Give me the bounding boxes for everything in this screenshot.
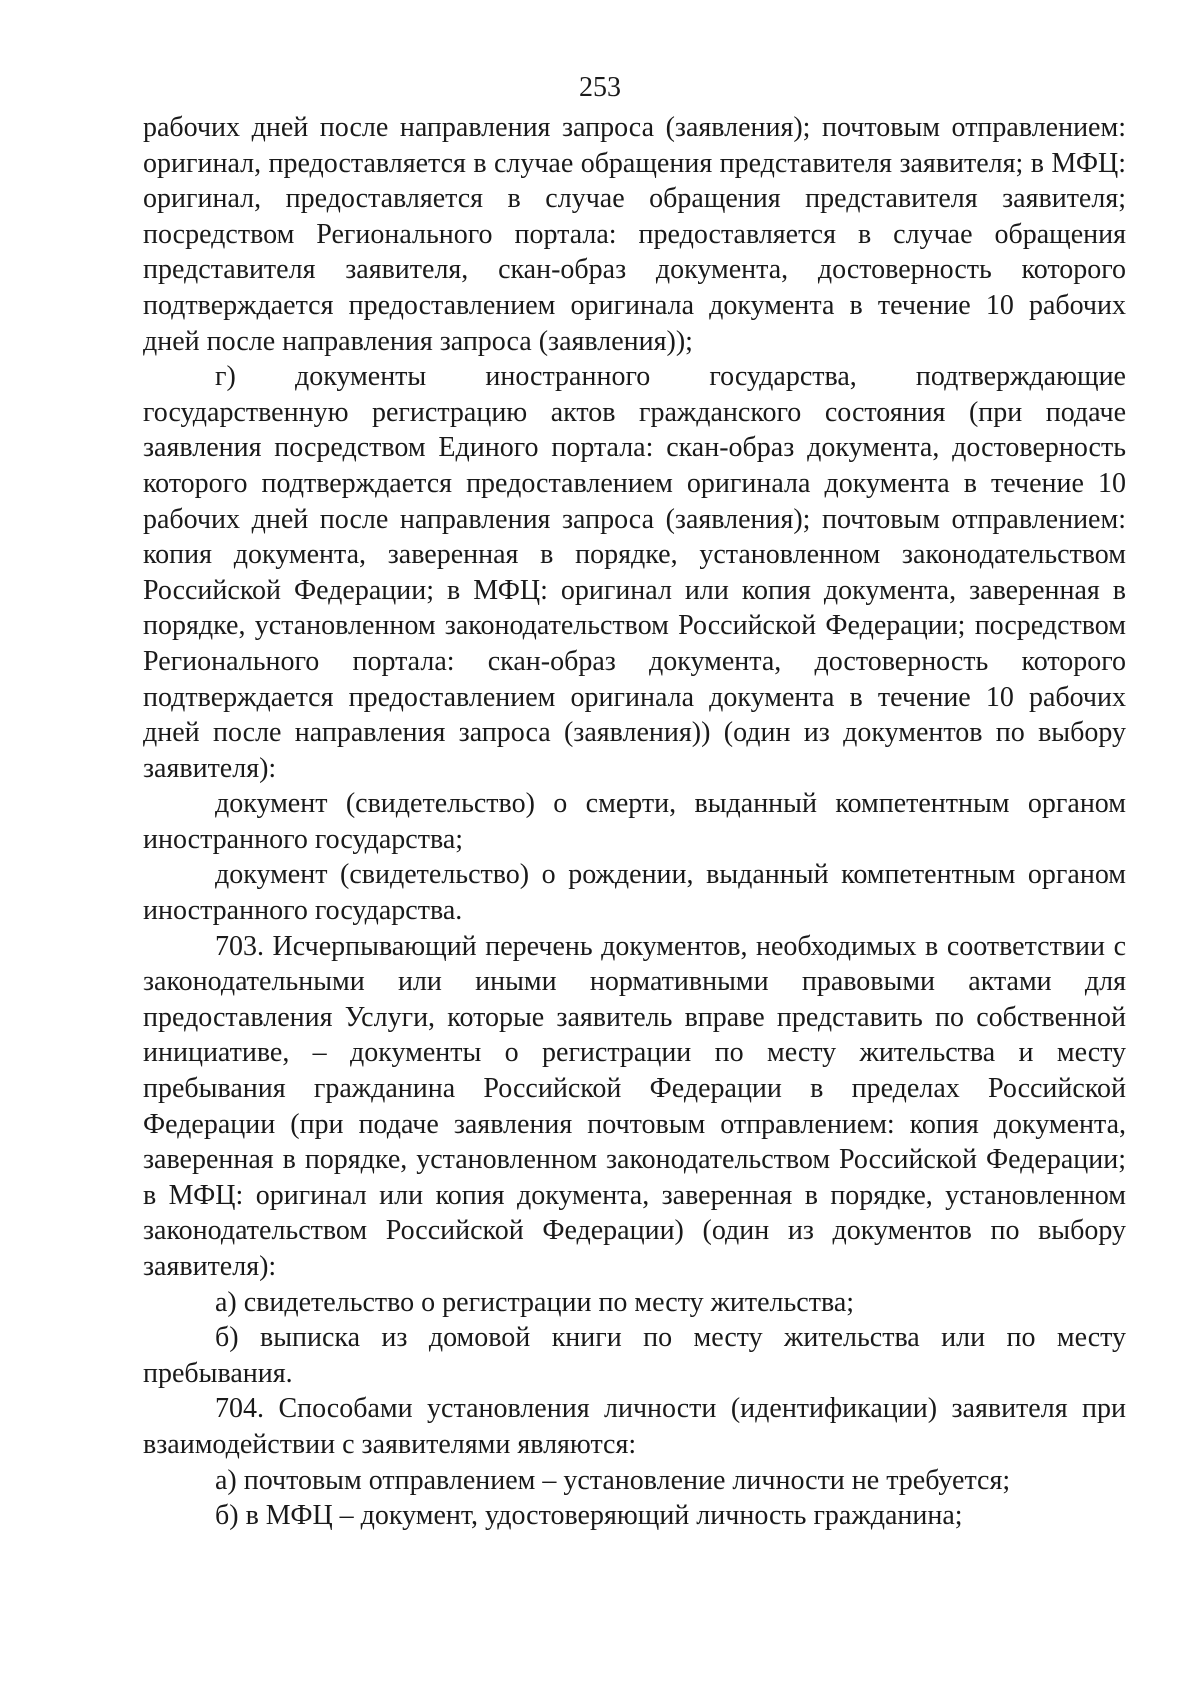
paragraph-703: 703. Исчерпывающий перечень документов, необходимых в соответствии с законодательными или иными нормативными правовыми актами для предоставления Услуги, которые заявитель вправе представить по собственной инициативе, – документы о регистрации по месту жительства и месту пребывания гражданина Российской Федерации в пределах Российской Федерации (при подаче заявления почтовым отправлением: копия документа, заверенная в порядке, установленном законодательством Российской Федерации; в МФЦ: оригинал или копия документа, заверенная в порядке, установленном законодательством Российской Федерации) (один из документов по выбору заявителя): bbox=[143, 930, 1126, 1282]
paragraph-continuation: рабочих дней после направления запроса (заявления); почтовым отправлением: оригинал, предоставляется в случае обращения представителя заявителя; в МФЦ: оригинал, предоставляется в случае обращения представителя заявителя; посредством Регионального портала: предоставляется в случае обращения представителя заявителя, скан-образ документа, достоверность которого подтверждается предоставлением оригинала документа в течение 10 рабочих дней после направления запроса (заявления)); bbox=[143, 112, 1126, 357]
page-number: 253 bbox=[579, 72, 621, 103]
paragraph-birth-certificate: документ (свидетельство) о рождении, выданный компетентным органом иностранного государства. bbox=[143, 859, 1126, 927]
paragraph-703-item-b: б) выписка из домовой книги по месту жительства или по месту пребывания. bbox=[143, 1322, 1126, 1389]
paragraph-703-item-a: а) свидетельство о регистрации по месту жительства; bbox=[215, 1286, 855, 1318]
paragraph-704-item-a: а) почтовым отправлением – установление личности не требуется; bbox=[215, 1464, 1011, 1496]
paragraph-death-certificate: документ (свидетельство) о смерти, выданный компетентным органом иностранного государства; bbox=[143, 788, 1126, 855]
paragraph-704: 704. Способами установления личности (идентификации) заявителя при взаимодействии с заявителями являются: bbox=[143, 1393, 1126, 1460]
paragraph-704-item-b: б) в МФЦ – документ, удостоверяющий личность гражданина; bbox=[215, 1500, 963, 1532]
document-body bbox=[143, 110, 1126, 1534]
paragraph-item-g-foreign-documents: г) документы иностранного государства, подтверждающие государственную регистрацию актов гражданского состояния (при подаче заявления посредством Единого портала: скан-образ документа, достоверность которого подтверждается предоставлением оригинала документа в течение 10 рабочих дней после направления запроса (заявления); почтовым отправлением: копия документа, заверенная в порядке, установленном законодательством Российской Федерации; в МФЦ: оригинал или копия документа, заверенная в порядке, установленном законодательством Российской Федерации; посредством Регионального портала: скан-образ документа, достоверность которого подтверждается предоставлением оригинала документа в течение 10 рабочих дней после направления запроса (заявления)) (один из документов по выбору заявителя): bbox=[143, 361, 1126, 784]
